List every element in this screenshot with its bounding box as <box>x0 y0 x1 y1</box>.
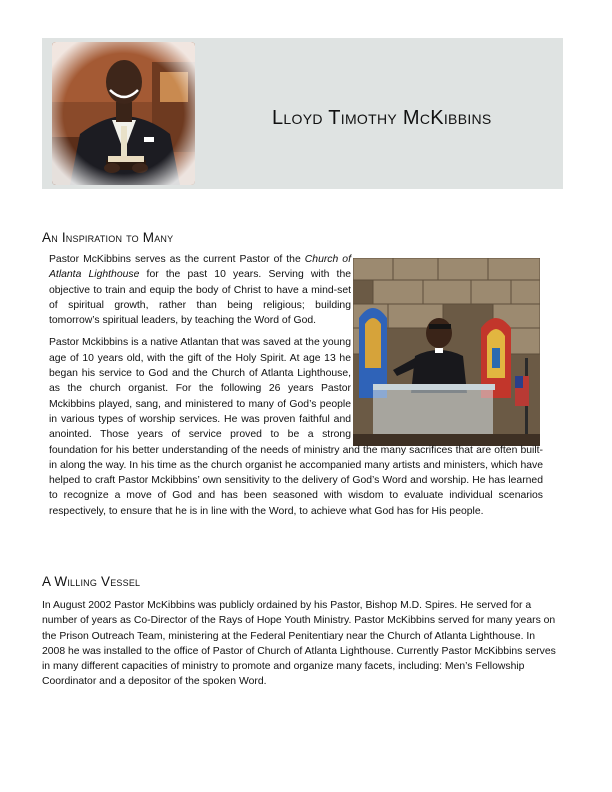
section1-paragraph-2: Pastor Mckibbins is a native Atlantan that was saved at the young age of 10 years old, with the gift of the Holy Spirit. At age 13 he began his service to God and the Church of Atlanta Lighthouse, as the church organist. For the following 26 years Pastor Mckibbins played, sang, and ministered to many of God’s people in various types of worship services. He was proven faithful and anointed. Those years of service proved to be a strong foundation for his better understanding of the needs of ministry and the many sacrifices that are often built-in along the way. In his time as the church organist he accompanied many artists and ministers, which have helped to craft Pastor Mckibbins’ own sensitivity to the delivery of God’s Word and worship. He has learned to recognize a move of God and has been seasoned with wisdom to evaluate individual scenarios respectively, to ensure that he is in line with the Word, to achieve what God has for His people. <box>49 337 543 517</box>
section1-body <box>49 252 543 519</box>
photo-spacer <box>351 252 543 440</box>
text-run: Pastor McKibbins serves as the current Pastor of the <box>49 254 305 265</box>
person-name: Lloyd Timothy McKibbins <box>272 107 492 129</box>
section2-paragraph-1: In August 2002 Pastor McKibbins was publicly ordained by his Pastor, Bishop M.D. Spires. He served for a number of years as Co-Director of the Rays of Hope Youth Ministry. Pastor McKibbins served for many years on the Prison Outreach Team, ministering at the Federal Penitentiary near the Church of Atlanta Lighthouse. In 2008 he was installed to the office of Pastor of Church of Atlanta Lighthouse. Currently Pastor McKibbins serves in many different capacities of ministry to promote and organize many facets, including: Men’s Fellowship Coordinator and a depositor of the spoken Word. <box>42 600 556 688</box>
section-title-vessel: A Willing Vessel <box>42 574 141 589</box>
text-run: for the past 10 years. Serving with the objective to train and equip the body of Christ to have a mind-set of spiritual growth, rather than being religious; building tomorrow’s spiritual leaders, by teaching the Word of God. <box>49 269 352 327</box>
section2-body <box>42 598 558 690</box>
portrait-photo <box>52 42 195 185</box>
church-name: Church of Atlanta Lighthouse <box>49 254 351 281</box>
section-title-inspiration: An Inspiration to Many <box>42 230 174 245</box>
